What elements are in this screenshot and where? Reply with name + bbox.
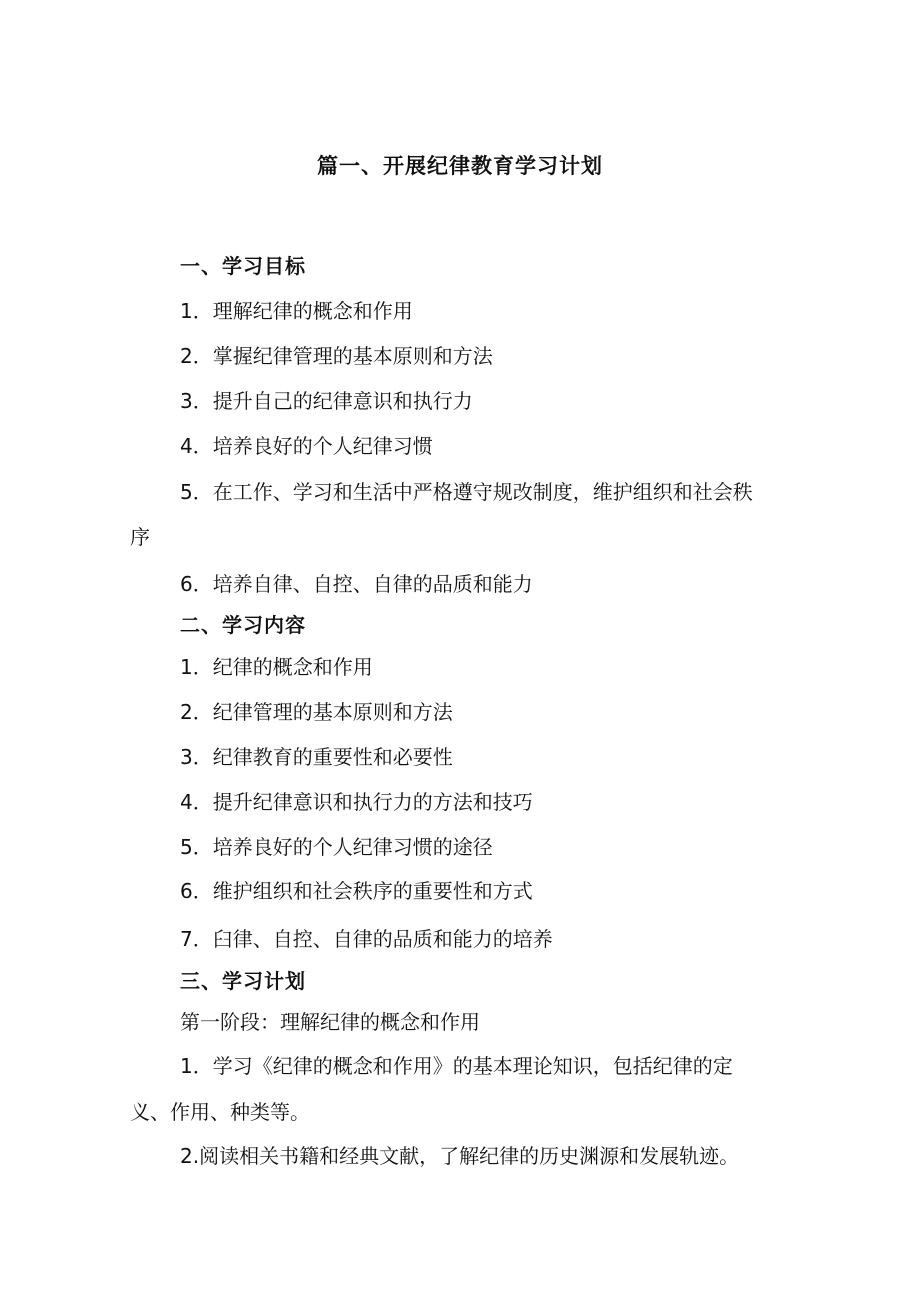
- content-item-7: 7．臼律、自控、自律的品质和能力的培养: [180, 927, 553, 951]
- plan-item-2: 2.阅读相关书籍和经典文献，了解纪律的历史渊源和发展轨迹。: [180, 1144, 740, 1168]
- content-item-1: 1．纪律的概念和作用: [180, 655, 373, 679]
- content-item-6: 6．维护组织和社会秩序的重要性和方式: [180, 879, 533, 903]
- goal-item-5: 5．在工作、学习和生活中严格遵守规改制度，维护组织和社会秩: [180, 480, 753, 504]
- goal-item-6: 6．培养自律、自控、自律的品质和能力: [180, 572, 533, 596]
- goal-item-1: 1．理解纪律的概念和作用: [180, 299, 413, 323]
- content-item-4: 4．提升纪律意识和执行力的方法和技巧: [180, 790, 533, 814]
- goal-item-3: 3．提升自己的纪律意识和执行力: [180, 389, 473, 413]
- section-heading-plan: 三、学习计划: [180, 969, 306, 993]
- content-item-2: 2．纪律管理的基本原则和方法: [180, 700, 453, 724]
- section-heading-content: 二、学习内容: [180, 613, 306, 637]
- document-title: 篇一、开展纪律教育学习计划: [317, 154, 603, 178]
- plan-item-1-continued: 义、作用、种类等。: [130, 1100, 310, 1124]
- plan-item-1: 1．学习《纪律的概念和作用》的基本理论知识，包括纪律的定: [180, 1054, 733, 1078]
- goal-item-5-continued: 序: [130, 525, 150, 549]
- goal-item-4: 4．培养良好的个人纪律习惯: [180, 434, 433, 458]
- content-item-3: 3．纪律教育的重要性和必要性: [180, 745, 453, 769]
- content-item-5: 5．培养良好的个人纪律习惯的途径: [180, 835, 493, 859]
- section-heading-goals: 一、学习目标: [180, 254, 306, 278]
- goal-item-2: 2．掌握纪律管理的基本原则和方法: [180, 344, 493, 368]
- plan-stage-1-label: 第一阶段：理解纪律的概念和作用: [180, 1010, 480, 1034]
